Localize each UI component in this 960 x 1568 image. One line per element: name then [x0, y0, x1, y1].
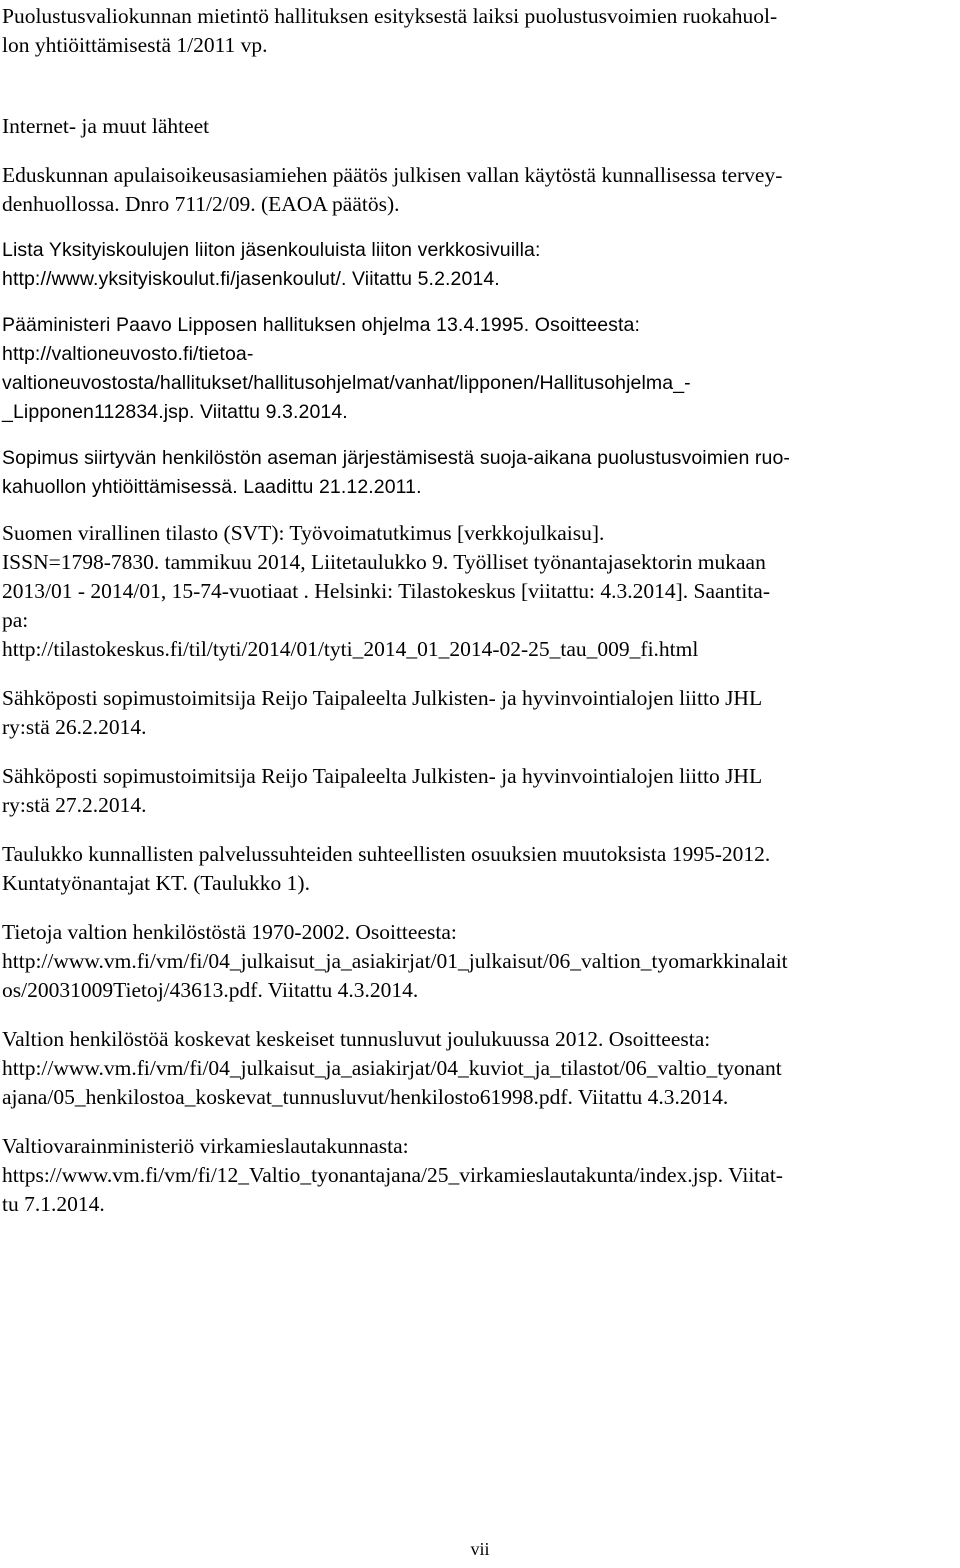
spacer — [2, 294, 958, 311]
intro-paragraph — [2, 2, 958, 60]
reference-line: Taulukko kunnallisten palvelussuhteiden suhteellisten osuuksien muutoksista 1995-2012. — [2, 842, 771, 866]
reference-line: Suomen virallinen tilasto (SVT): Työvoimatutkimus [verkkojulkaisu]. — [2, 521, 605, 545]
reference-line: http://www.yksityiskoulut.fi/jasenkoulut/. Viitattu 5.2.2014. — [2, 268, 500, 290]
reference-entry — [2, 918, 958, 1005]
reference-line: http://tilastokeskus.fi/til/tyti/2014/01/tyti_2014_01_2014-02-25_tau_009_fi.html — [2, 637, 699, 661]
reference-line: Valtiovarainministeriö virkamieslautakunnasta: — [2, 1134, 409, 1158]
reference-line: https://www.vm.fi/vm/fi/12_Valtio_tyonantajana/25_virkamieslautakunta/index.jsp. Viitat- — [2, 1163, 783, 1187]
reference-entry — [2, 161, 958, 219]
reference-entry — [2, 1025, 958, 1112]
spacer — [2, 1005, 958, 1025]
spacer — [2, 742, 958, 762]
spacer — [2, 820, 958, 840]
spacer — [2, 898, 958, 918]
reference-line: Sopimus siirtyvän henkilöstön aseman järjestämisestä suoja-aikana puolustusvoimien ruo- — [2, 447, 790, 469]
reference-entry — [2, 1132, 958, 1219]
intro-line: lon yhtiöittämisestä 1/2011 vp. — [2, 33, 268, 57]
spacer — [2, 141, 958, 161]
reference-line: ajana/05_henkilostoa_koskevat_tunnusluvut/henkilosto61998.pdf. Viitattu 4.3.2014. — [2, 1085, 729, 1109]
reference-line: Eduskunnan apulaisoikeusasiamiehen päätös julkisen vallan käytöstä kunnallisessa tervey- — [2, 163, 783, 187]
reference-line: Kuntatyönantajat KT. (Taulukko 1). — [2, 871, 310, 895]
reference-line: http://www.vm.fi/vm/fi/04_julkaisut_ja_asiakirjat/01_julkaisut/06_valtion_tyomarkkinalait — [2, 949, 788, 973]
reference-entry — [2, 684, 958, 742]
reference-line: http://valtioneuvosto.fi/tietoa- — [2, 343, 254, 365]
spacer — [2, 219, 958, 236]
reference-line: tu 7.1.2014. — [2, 1192, 105, 1216]
reference-entry — [2, 840, 958, 898]
document-content — [2, 2, 958, 1219]
spacer — [2, 60, 958, 112]
reference-entry — [2, 311, 958, 427]
page-number: vii — [470, 1539, 490, 1559]
spacer — [2, 664, 958, 684]
reference-line: http://www.vm.fi/vm/fi/04_julkaisut_ja_asiakirjat/04_kuviot_ja_tilastot/06_valtio_tyonant — [2, 1056, 782, 1080]
reference-line: pa: — [2, 608, 29, 632]
reference-entry — [2, 444, 958, 502]
reference-line: 2013/01 - 2014/01, 15-74-vuotiaat . Helsinki: Tilastokeskus [viitattu: 4.3.2014]. Saantita- — [2, 579, 770, 603]
reference-line: ISSN=1798-7830. tammikuu 2014, Liitetaulukko 9. Työlliset työnantajasektorin mukaan — [2, 550, 766, 574]
intro-line: Puolustusvaliokunnan mietintö hallituksen esityksestä laiksi puolustusvoimien ruokahuol- — [2, 4, 778, 28]
reference-line: Sähköposti sopimustoimitsija Reijo Taipaleelta Julkisten- ja hyvinvointialojen liitto JHL — [2, 764, 763, 788]
reference-line: Sähköposti sopimustoimitsija Reijo Taipaleelta Julkisten- ja hyvinvointialojen liitto JHL — [2, 686, 763, 710]
reference-line: Pääministeri Paavo Lipposen hallituksen ohjelma 13.4.1995. Osoitteesta: — [2, 314, 640, 336]
reference-line: Lista Yksityiskoulujen liiton jäsenkouluista liiton verkkosivuilla: — [2, 239, 541, 261]
reference-line: kahuollon yhtiöittämisessä. Laadittu 21.12.2011. — [2, 476, 422, 498]
reference-line: denhuollossa. Dnro 711/2/09. (EAOA päätös). — [2, 192, 400, 216]
reference-entry — [2, 236, 958, 294]
spacer — [2, 1112, 958, 1132]
reference-line: ry:stä 26.2.2014. — [2, 715, 147, 739]
reference-line: os/20031009Tietoj/43613.pdf. Viitattu 4.3.2014. — [2, 978, 419, 1002]
reference-entry — [2, 762, 958, 820]
reference-entry — [2, 519, 958, 664]
section-heading: Internet- ja muut lähteet — [2, 114, 210, 138]
reference-line: _Lipponen112834.jsp. Viitattu 9.3.2014. — [2, 401, 348, 423]
reference-line: ry:stä 27.2.2014. — [2, 793, 147, 817]
spacer — [2, 427, 958, 444]
reference-line: Tietoja valtion henkilöstöstä 1970-2002. Osoitteesta: — [2, 920, 457, 944]
spacer — [2, 502, 958, 519]
reference-line: Valtion henkilöstöä koskevat keskeiset tunnusluvut joulukuussa 2012. Osoitteesta: — [2, 1027, 711, 1051]
reference-line: valtioneuvostosta/hallitukset/hallitusohjelmat/vanhat/lipponen/Hallitusohjelma_- — [2, 372, 691, 394]
